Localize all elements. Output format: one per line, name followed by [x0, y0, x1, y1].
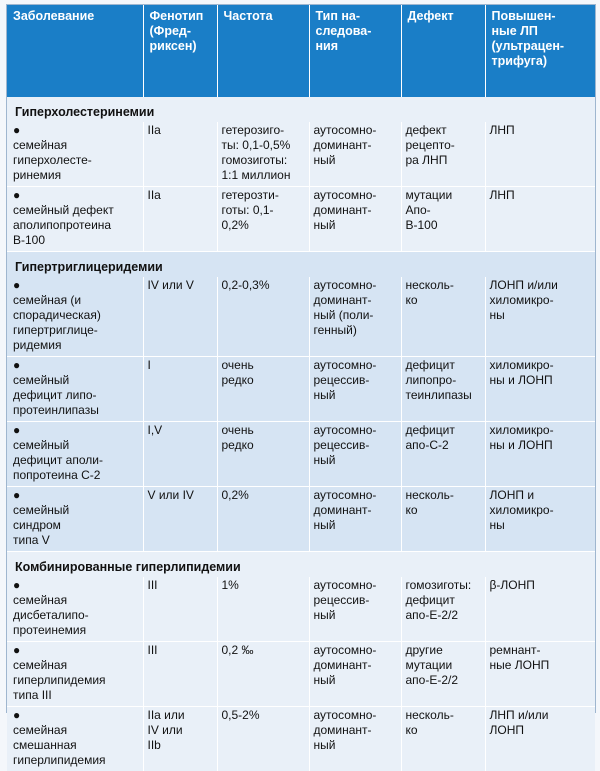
- table-row: [7, 642, 595, 707]
- frequency-cell: 0,2-0,3%: [217, 277, 309, 357]
- table-body: [7, 97, 595, 771]
- elevated-lp-cell: ремнант- ные ЛОНП: [485, 642, 595, 707]
- header-disease: Заболевание: [7, 5, 143, 97]
- disease-name: семейная (и спорадическая) гипертриглице- ридемия: [13, 293, 131, 353]
- disease-name: семейный дефицит аполи- попротеина С-2: [13, 438, 131, 483]
- table-row: [7, 707, 595, 771]
- disease-cell: [7, 577, 143, 642]
- phenotype-cell: IIa или IV или IIb: [143, 707, 217, 771]
- group-header-row: [7, 552, 595, 578]
- phenotype-cell: IV или V: [143, 277, 217, 357]
- frequency-cell: 0,5-2%: [217, 707, 309, 771]
- defect-cell: несколь- ко: [401, 707, 485, 771]
- elevated-lp-cell: ЛНП: [485, 122, 595, 187]
- frequency-cell: очень редко: [217, 422, 309, 487]
- table-row: [7, 122, 595, 187]
- elevated-lp-cell: хиломикро- ны и ЛОНП: [485, 357, 595, 422]
- disease-cell: [7, 422, 143, 487]
- defect-cell: другие мутации апо-Е-2/2: [401, 642, 485, 707]
- elevated-lp-cell: ЛОНП и хиломикро- ны: [485, 487, 595, 552]
- phenotype-cell: IIa: [143, 187, 217, 252]
- table-row: [7, 577, 595, 642]
- header-inheritance: Тип на- следова- ния: [309, 5, 401, 97]
- header-row: [7, 5, 595, 97]
- inheritance-cell: аутосомно- рецессив- ный: [309, 357, 401, 422]
- elevated-lp-cell: хиломикро- ны и ЛОНП: [485, 422, 595, 487]
- header-elevated-lp: Повышен- ные ЛП (ультрацен- трифуга): [485, 5, 595, 97]
- phenotype-cell: IIa: [143, 122, 217, 187]
- defect-cell: несколь- ко: [401, 277, 485, 357]
- bullet-icon: ●: [13, 278, 27, 293]
- disease-cell: [7, 707, 143, 771]
- table-header: [7, 5, 595, 97]
- frequency-cell: 1%: [217, 577, 309, 642]
- disease-name: семейный синдром типа V: [13, 503, 131, 548]
- disease-cell: [7, 487, 143, 552]
- group-title: Комбинированные гиперлипидемии: [7, 552, 595, 578]
- table-row: [7, 422, 595, 487]
- frequency-cell: гетерозти- готы: 0,1- 0,2%: [217, 187, 309, 252]
- defect-cell: дефицит апо-С-2: [401, 422, 485, 487]
- defect-cell: гомозиготы: дефицит апо-Е-2/2: [401, 577, 485, 642]
- phenotype-cell: III: [143, 577, 217, 642]
- disease-cell: [7, 277, 143, 357]
- lipid-disorders-table: [7, 5, 595, 771]
- inheritance-cell: аутосомно- рецессив- ный: [309, 577, 401, 642]
- defect-cell: несколь- ко: [401, 487, 485, 552]
- inheritance-cell: аутосомно- доминант- ный (поли- генный): [309, 277, 401, 357]
- frequency-cell: 0,2%: [217, 487, 309, 552]
- group-title: Гиперхолестеринемии: [7, 97, 595, 122]
- phenotype-cell: I,V: [143, 422, 217, 487]
- frequency-cell: очень редко: [217, 357, 309, 422]
- bullet-icon: ●: [13, 123, 27, 138]
- disease-cell: [7, 122, 143, 187]
- disease-name: семейная дисбеталипо- протеинемия: [13, 593, 131, 638]
- inheritance-cell: аутосомно- рецессив- ный: [309, 422, 401, 487]
- elevated-lp-cell: β-ЛОНП: [485, 577, 595, 642]
- disease-name: семейная гиперхолесте- ринемия: [13, 138, 131, 183]
- inheritance-cell: аутосомно- доминант- ный: [309, 487, 401, 552]
- defect-cell: дефект рецепто- ра ЛНП: [401, 122, 485, 187]
- inheritance-cell: аутосомно- доминант- ный: [309, 122, 401, 187]
- disease-cell: [7, 187, 143, 252]
- defect-cell: дефицит липопро- теинлипазы: [401, 357, 485, 422]
- lipid-disorders-table-frame: [6, 4, 596, 713]
- group-header-row: [7, 97, 595, 122]
- frequency-cell: 0,2 ‰: [217, 642, 309, 707]
- phenotype-cell: V или IV: [143, 487, 217, 552]
- table-row: [7, 187, 595, 252]
- group-header-row: [7, 252, 595, 278]
- disease-name: семейная смешанная гиперлипидемия: [13, 723, 131, 768]
- bullet-icon: ●: [13, 358, 27, 373]
- table-row: [7, 487, 595, 552]
- disease-cell: [7, 642, 143, 707]
- bullet-icon: ●: [13, 488, 27, 503]
- header-frequency: Частота: [217, 5, 309, 97]
- bullet-icon: ●: [13, 188, 27, 203]
- disease-cell: [7, 357, 143, 422]
- inheritance-cell: аутосомно- доминант- ный: [309, 187, 401, 252]
- bullet-icon: ●: [13, 643, 27, 658]
- disease-name: семейный дефект аполипопротеина B-100: [13, 203, 131, 248]
- elevated-lp-cell: ЛОНП и/или хиломикро- ны: [485, 277, 595, 357]
- defect-cell: мутации Апо- В-100: [401, 187, 485, 252]
- disease-name: семейный дефицит липо- протеинлипазы: [13, 373, 131, 418]
- elevated-lp-cell: ЛНП и/или ЛОНП: [485, 707, 595, 771]
- phenotype-cell: III: [143, 642, 217, 707]
- disease-name: семейная гиперлипидемия типа III: [13, 658, 131, 703]
- elevated-lp-cell: ЛНП: [485, 187, 595, 252]
- table-row: [7, 357, 595, 422]
- phenotype-cell: I: [143, 357, 217, 422]
- header-defect: Дефект: [401, 5, 485, 97]
- inheritance-cell: аутосомно- доминант- ный: [309, 707, 401, 771]
- inheritance-cell: аутосомно- доминант- ный: [309, 642, 401, 707]
- header-phenotype: Фенотип (Фред- риксен): [143, 5, 217, 97]
- table-row: [7, 277, 595, 357]
- bullet-icon: ●: [13, 708, 27, 723]
- frequency-cell: гетерозиго- ты: 0,1-0,5% гомозиготы: 1:1 миллион: [217, 122, 309, 187]
- bullet-icon: ●: [13, 578, 27, 593]
- group-title: Гипертриглицеридемии: [7, 252, 595, 278]
- bullet-icon: ●: [13, 423, 27, 438]
